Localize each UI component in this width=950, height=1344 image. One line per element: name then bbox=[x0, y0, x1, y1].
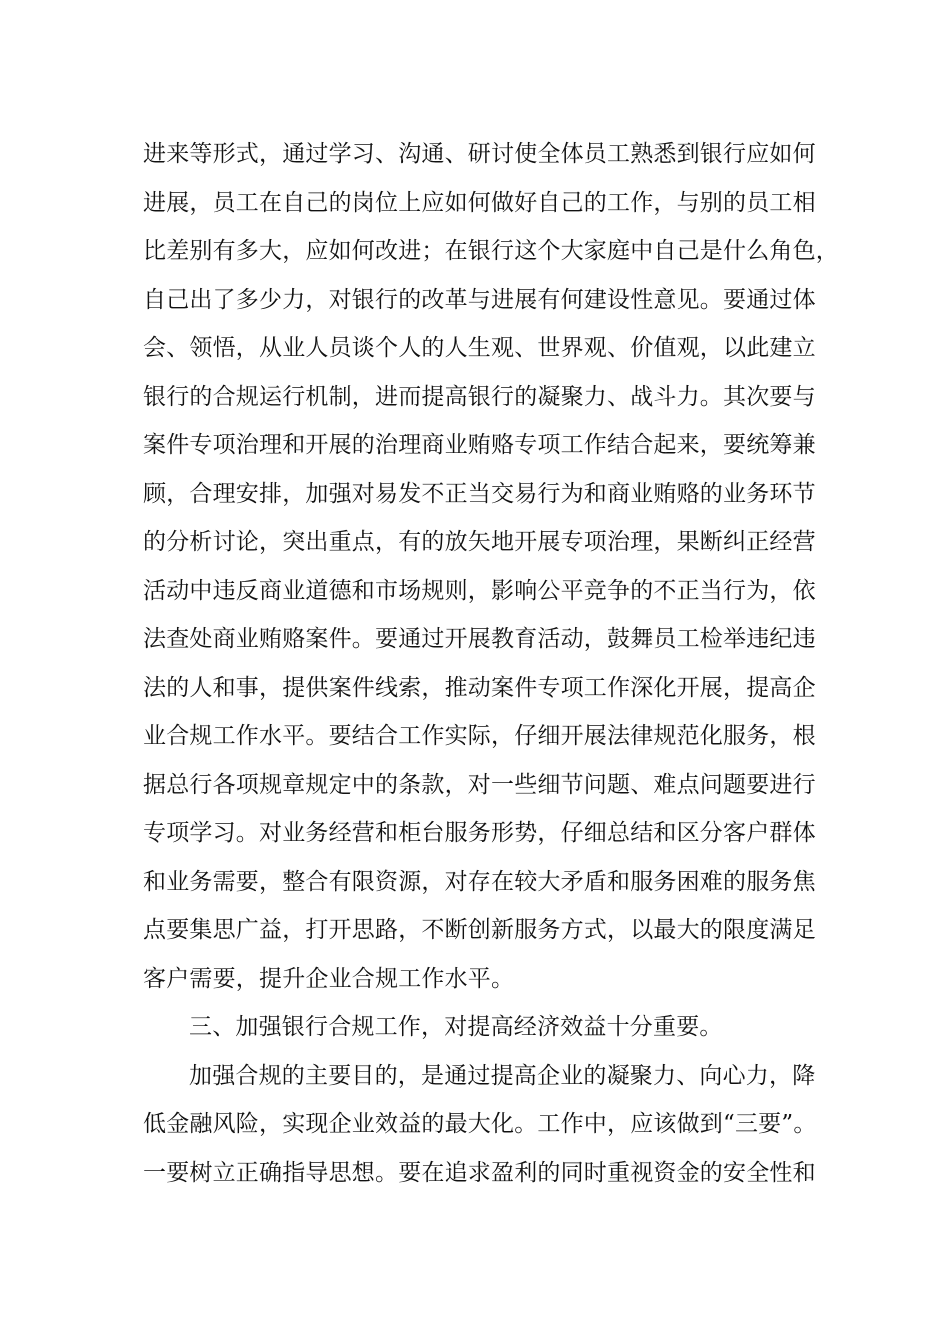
text-line: 自己出了多少力，对银行的改革与进展有何建设性意见。要通过体 bbox=[143, 286, 816, 313]
text-line: 据总行各项规章规定中的条款，对一些细节问题、难点问题要进行 bbox=[143, 771, 816, 798]
text-line: 的分析讨论，突出重点，有的放矢地开展专项治理，果断纠正经营 bbox=[143, 529, 816, 555]
text-line: 进来等形式，通过学习、沟通、研讨使全体员工熟悉到银行应如何 bbox=[143, 141, 816, 167]
text-line: 会、领悟，从业人员谈个人的人生观、世界观、价值观，以此建立 bbox=[143, 335, 816, 361]
text-line: 银行的合规运行机制，进而提高银行的凝聚力、战斗力。其次要与 bbox=[143, 383, 816, 410]
text-line: 法查处商业贿赂案件。要通过开展教育活动，鼓舞员工检举违纪违 bbox=[143, 626, 816, 652]
text-line: 比差别有多大，应如何改进；在银行这个大家庭中自己是什么角色， bbox=[143, 238, 839, 264]
paragraph-first-line: 加强合规的主要目的，是通过提高企业的凝聚力、向心力，降 bbox=[189, 1062, 816, 1089]
text-line: 和业务需要，整合有限资源，对存在较大矛盾和服务困难的服务焦 bbox=[143, 868, 816, 895]
text-line: 活动中违反商业道德和市场规则，影响公平竞争的不正当行为，依 bbox=[143, 577, 816, 604]
body-text bbox=[143, 130, 839, 1197]
text-line: 顾，合理安排，加强对易发不正当交易行为和商业贿赂的业务环节 bbox=[143, 480, 816, 507]
text-line: 案件专项治理和开展的治理商业贿赂专项工作结合起来，要统筹兼 bbox=[143, 432, 816, 458]
text-line: 进展，员工在自己的岗位上应如何做好自己的工作，与别的员工相 bbox=[143, 189, 816, 216]
text-line: 专项学习。对业务经营和柜台服务形势，仔细总结和区分客户群体 bbox=[143, 820, 816, 846]
text-line: 一要树立正确指导思想。要在追求盈利的同时重视资金的安全性和 bbox=[143, 1159, 816, 1186]
text-line: 法的人和事，提供案件线索，推动案件专项工作深化开展，提高企 bbox=[143, 674, 816, 701]
text-line: 低金融风险，实现企业效益的最大化。工作中，应该做到“三要”。 bbox=[143, 1111, 817, 1137]
text-line: 客户需要，提升企业合规工作水平。 bbox=[143, 965, 515, 992]
section-heading: 三、加强银行合规工作，对提高经济效益十分重要。 bbox=[189, 1014, 723, 1040]
text-line: 业合规工作水平。要结合工作实际，仔细开展法律规范化服务，根 bbox=[143, 723, 816, 749]
text-line: 点要集思广益，打开思路，不断创新服务方式，以最大的限度满足 bbox=[143, 917, 816, 943]
